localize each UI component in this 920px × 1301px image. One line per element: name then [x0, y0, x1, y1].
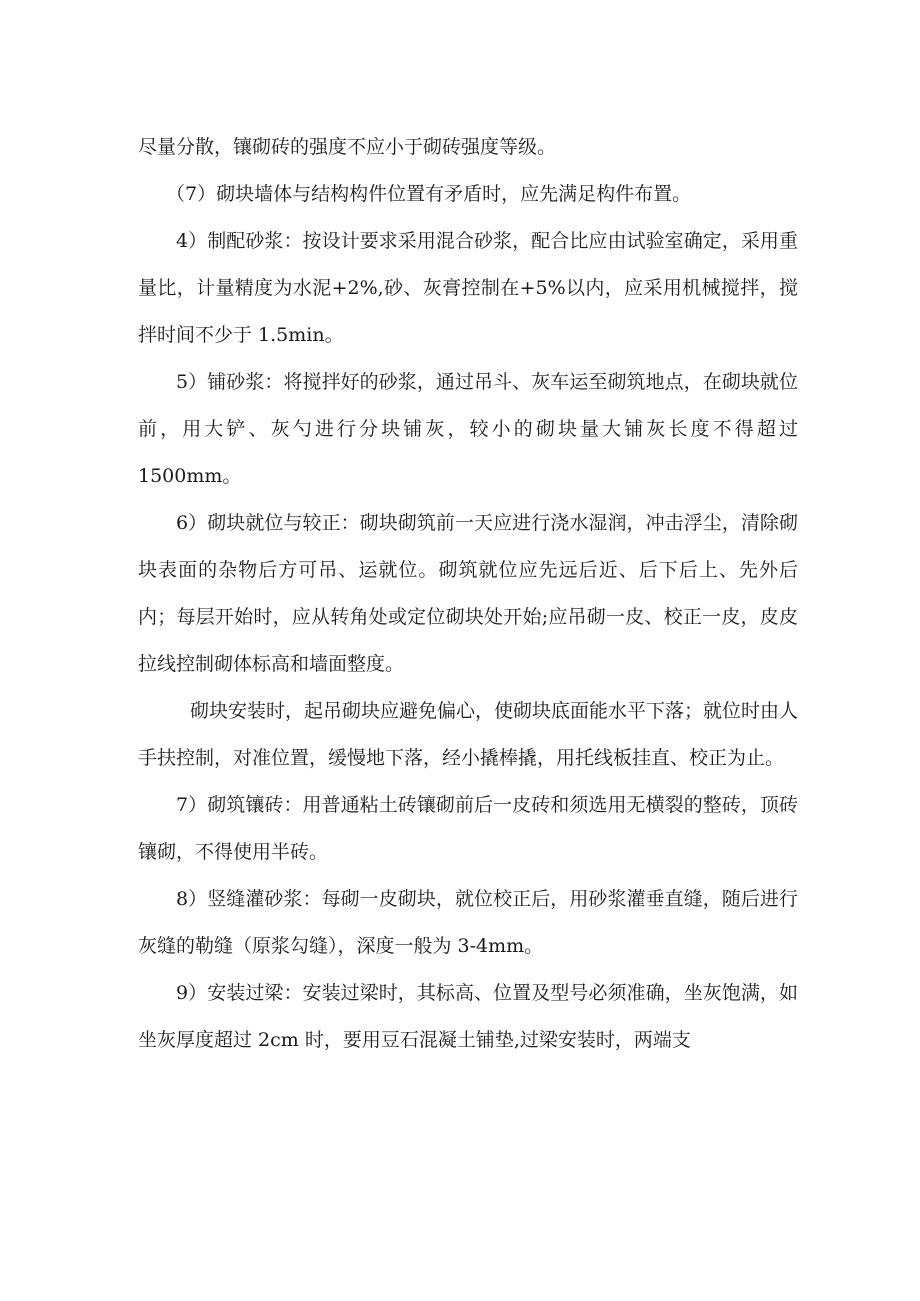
paragraph-6: 砌块安装时，起吊砌块应避免偏心，使砌块底面能水平下落；就位时由人手扶控制，对准位置，缓慢地下落，经小撬棒撬，用托线板挂直、校正为止。 [138, 700, 799, 769]
paragraph-4: 5）铺砂浆：将搅拌好的砂浆，通过吊斗、灰车运至砌筑地点，在砌块就位前，用大铲、灰勺进行分块铺灰，较小的砌块量大铺灰长度不得超过 1500mm。 [138, 371, 798, 487]
body-text [138, 124, 798, 1064]
paragraph-2: （7）砌块墙体与结构构件位置有矛盾时，应先满足构件布置。 [166, 183, 692, 205]
paragraph-9: 9）安装过梁：安装过梁时，其标高、位置及型号必须准确，坐灰饱满，如坐灰厚度超过 2cm 时，要用豆石混凝土铺垫,过梁安装时，两端支 [138, 982, 798, 1051]
paragraph-3: 4）制配砂浆：按设计要求采用混合砂浆，配合比应由试验室确定，采用重量比，计量精度为水泥+2%,砂、灰膏控制在+5%以内，应采用机械搅拌，搅拌时间不少于 1.5min。 [138, 230, 798, 346]
paragraph-5: 6）砌块就位与较正：砌块砌筑前一天应进行浇水湿润，冲击浮尘，清除砌块表面的杂物后方可吊、运就位。砌筑就位应先远后近、后下后上、先外后内；每层开始时，应从转角处或定位砌块处开始;应吊砌一皮、校正一皮，皮皮拉线控制砌体标高和墙面整度。 [138, 512, 798, 675]
paragraph-8: 8）竖缝灌砂浆：每砌一皮砌块，就位校正后，用砂浆灌垂直缝，随后进行灰缝的勒缝（原浆勾缝），深度一般为 3-4mm。 [138, 888, 798, 957]
paragraph-1: 尽量分散，镶砌砖的强度不应小于砌砖强度等级。 [138, 136, 557, 158]
paragraph-7: 7）砌筑镶砖：用普通粘土砖镶砌前后一皮砖和须选用无横裂的整砖，顶砖镶砌，不得使用半砖。 [138, 794, 798, 863]
